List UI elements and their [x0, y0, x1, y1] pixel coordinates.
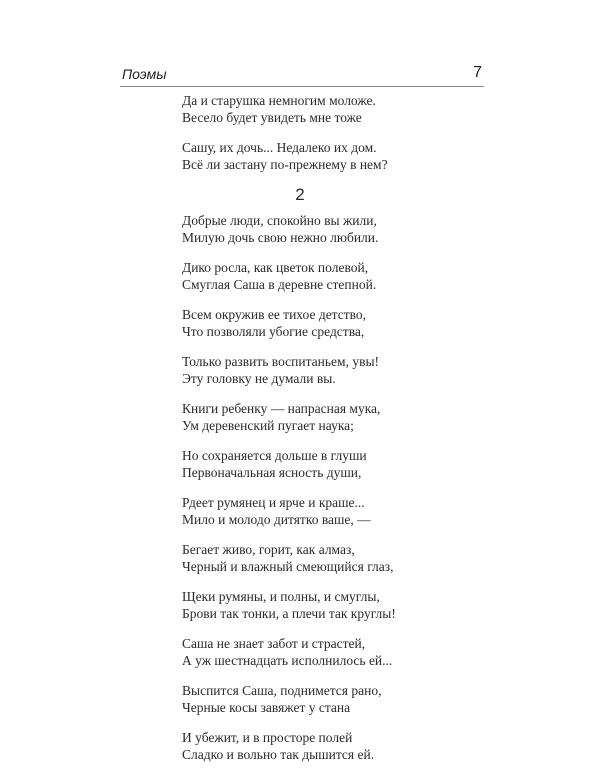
verse-line: Весело будет увидеть мне тоже: [182, 110, 362, 125]
verse-line: Черные косы завяжет у стана: [182, 700, 351, 715]
stanza: [182, 541, 482, 575]
stanza: [182, 588, 482, 622]
stanza: [182, 353, 482, 387]
verse-line: А уж шестнадцать исполнилось ей...: [182, 653, 393, 668]
verse-line: Смуглая Саша в деревне степной.: [182, 277, 377, 292]
verse-line: Что позволяли убогие средства,: [182, 324, 365, 339]
stanza: [182, 259, 482, 293]
stanza: [182, 306, 482, 340]
verse-line: Брови так тонки, а плечи так круглы!: [182, 606, 396, 621]
verse-line: Саша не знает забот и страстей,: [182, 636, 366, 651]
section-number: 2: [295, 185, 305, 204]
stanza: [182, 729, 482, 763]
verse-line: Книги ребенку — напрасная мука,: [182, 401, 381, 416]
verse-line: Мило и молодо дитятко ваше, —: [182, 512, 371, 527]
stanza: [182, 447, 482, 481]
verse-line: Первоначальная ясность души,: [182, 465, 362, 480]
stanza: [182, 400, 482, 434]
verse-line: Черный и влажный смеющийся глаз,: [182, 559, 394, 574]
verse-line: Только развить воспитаньем, увы!: [182, 354, 380, 369]
page-header: [120, 64, 484, 87]
verse-line: Рдеет румянец и ярче и краше...: [182, 495, 365, 510]
verse-line: Сладко и вольно так дышится ей.: [182, 747, 375, 762]
verse-line: Всем окружив ее тихое детство,: [182, 307, 367, 322]
verse-line: Всё ли застану по-прежнему в нем?: [182, 157, 388, 172]
stanza: [182, 494, 482, 528]
stanza: [182, 212, 482, 246]
verse-line: Щеки румяны, и полны, и смуглы,: [182, 589, 380, 604]
stanza: [182, 92, 482, 126]
verse-line: Ум деревенский пугает наука;: [182, 418, 354, 433]
verse-line: Эту головку не думали вы.: [182, 371, 336, 386]
verse-line: Милую дочь свою нежно любили.: [182, 230, 379, 245]
stanza: [182, 682, 482, 716]
stanza: [182, 139, 482, 173]
verse-line: Бегает живо, горит, как алмаз,: [182, 542, 355, 557]
verse-line: И убежит, и в просторе полей: [182, 730, 353, 745]
running-title: Поэмы: [122, 66, 167, 82]
verse-line: Но сохраняется дольше в глуши: [182, 448, 367, 463]
verse-line: Выспится Саша, поднимется рано,: [182, 683, 382, 698]
verse-line: Да и старушка немногим моложе.: [182, 93, 376, 108]
page-number: 7: [473, 64, 482, 81]
verse-line: Сашу, их дочь... Недалеко их дом.: [182, 140, 377, 155]
verse-line: Добрые люди, спокойно вы жили,: [182, 213, 377, 228]
stanza: [182, 635, 482, 669]
verse-line: Дико росла, как цветок полевой,: [182, 260, 369, 275]
poem-text: [182, 92, 482, 776]
